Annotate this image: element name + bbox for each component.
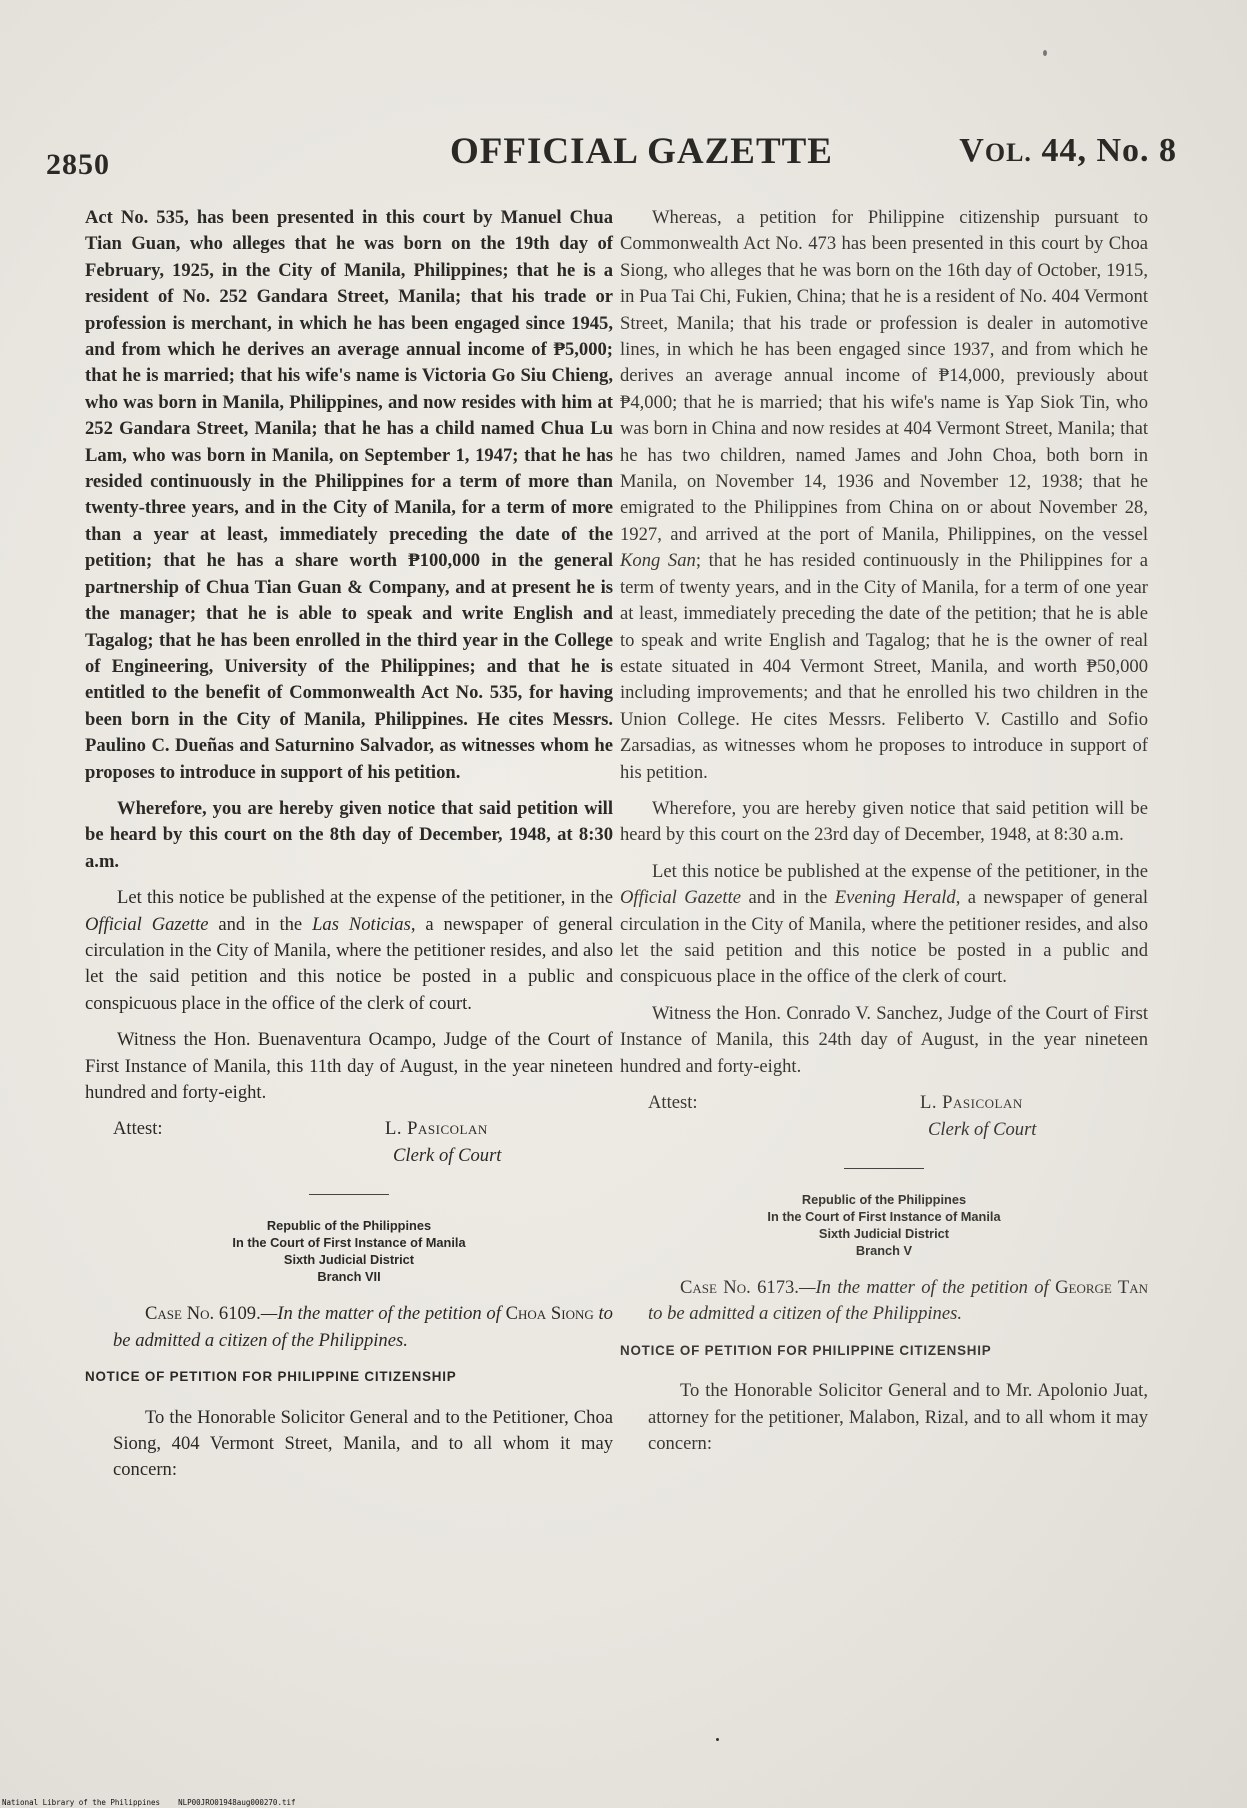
publication-text-a: Let this notice be published at the expense of the petitioner, in the: [652, 860, 1148, 882]
petitioner-name: George Tan: [1055, 1277, 1148, 1298]
volume-small-caps: OL.: [984, 138, 1032, 167]
left-column: [85, 205, 613, 1494]
page-number: 2850: [46, 148, 110, 181]
newspaper-name: Las Noticias: [312, 913, 411, 935]
attestation: [620, 1090, 1148, 1150]
petition-body: Act No. 535, has been presented in this court by Manuel Chua Tian Guan, who alleges that he was born on the 19th day of February, 1925, in the City of Manila, Philippines; that he is a resident of No. 252 Gandara Street, Manila; that his trade or profession is merchant, in which he has been engaged since 1945, and from which he derives an average annual income of ₱5,000; that he is married; that his wife's name is Victoria Go Siu Chieng, who was born in Manila, Philippines, and now resides with him at 252 Gandara Street, Manila; that he has a child named Chua Lu Lam, who was born in Manila, on September 1, 1947; that he has resided continuously in the Philippines for a term of more than twenty-three years, and in the City of Manila, for a term of more than a year at least, immediately preceding the date of the petition; that he has a share worth ₱100,000 in the general partnership of Chua Tian Guan & Company, and at present he is the manager; that he is able to speak and write English and Tagalog; that he has been enrolled in the third year in the College of Engineering, University of the Philippines; and that he is entitled to the benefit of Commonwealth Act No. 535, for having been born in the City of Manila, Philippines. He cites Messrs. Paulino C. Dueñas and Saturnino Salvador, as witnesses whom he proposes to introduce in support of his petition.: [85, 207, 613, 783]
case-text-b: to be admitted a citizen of the Philippines.: [648, 1303, 962, 1325]
court-line: Sixth Judicial District: [818, 1226, 950, 1241]
addressee: To the Honorable Solicitor General and to Mr. Apolonio Juat, attorney for the petitioner, Malabon, Rizal, and to all whom it may concern:: [648, 1380, 1148, 1455]
court-line: Branch V: [855, 1243, 913, 1258]
court-heading: [85, 1217, 613, 1285]
court-line: Republic of the Philippines: [266, 1218, 432, 1234]
hearing-notice: Wherefore, you are hereby given notice that said petition will be heard by this court on the 23rd day of December, 1948, at 8:30 a.m.: [620, 797, 1148, 846]
publication-title: OFFICIAL GAZETTE: [449, 131, 833, 172]
attest-label: Attest:: [648, 1092, 698, 1113]
footer-file-id: NLP00JRO01948aug000270.tif: [178, 1798, 296, 1807]
case-text-b: to be admitted a citizen of the Philippines.: [113, 1303, 613, 1351]
court-line: Branch VII: [317, 1269, 381, 1285]
court-line: Sixth Judicial District: [283, 1252, 415, 1268]
publication-order: [85, 885, 613, 1017]
section-divider: [309, 1194, 389, 1195]
publication-text-b: and in the: [741, 887, 835, 909]
newspaper-name: Evening Herald: [834, 887, 956, 909]
notice-heading: NOTICE OF PETITION FOR PHILIPPINE CITIZENSHIP: [85, 1369, 457, 1385]
clerk-name: L. Pasicolan: [385, 1118, 488, 1140]
witness-paragraph: Witness the Hon. Buenaventura Ocampo, Judge of the Court of First Instance of Manila, this 11th day of August, in the year nineteen hundred and forty-eight.: [85, 1029, 613, 1103]
court-heading: [620, 1191, 1148, 1259]
notice-heading: NOTICE OF PETITION FOR PHILIPPINE CITIZENSHIP: [620, 1342, 992, 1358]
right-column: [620, 205, 1148, 1467]
case-number: Case No. 6109.: [145, 1303, 261, 1325]
attest-label: Attest:: [113, 1118, 163, 1140]
publication-text-a: Let this notice be published at the expense of the petitioner, in the: [117, 887, 613, 909]
case-number: Case No. 6173.: [680, 1277, 799, 1298]
petition-text-a: Whereas, a petition for Philippine citizenship pursuant to Commonwealth Act No. 473 has been presented in this court by Choa Siong, who alleges that he was born on the 16th day of October, 1915, in Pua Tai Chi, Fukien, China; that he is a resident of No. 404 Vermont Street, Manila; that his trade or profession is dealer in automotive lines, in which he has been engaged since 1937, and from which he derives an average annual income of ₱14,000, previously about ₱4,000; that he is married; that his wife's name is Yap Siok Tin, who was born in China and now resides at 404 Vermont Street, Manila; that he has two children, named James and John Choa, both born in Manila, on November 14, 1936 and November 12, 1938; that he emigrated to the Philippines from China on or about November 28, 1927, and arrived at the port of Manila, Philippines, on the vessel: [620, 207, 1148, 545]
hearing-notice: Wherefore, you are hereby given notice that said petition will be heard by this court on the 8th day of December, 1948, at 8:30 a.m.: [85, 797, 613, 872]
newspaper-name: Official Gazette: [620, 887, 742, 909]
publication-text-c: , a newspaper of general circulation in the City of Manila, where the petitioner resides, and also let the said petition and this notice be posted in a public and conspicuous place in the office of the clerk of court.: [85, 913, 613, 1014]
attestation: [85, 1116, 613, 1176]
case-caption: [620, 1275, 1148, 1328]
clerk-title: Clerk of Court: [393, 1145, 502, 1167]
page-header: [46, 130, 1177, 190]
section-divider: [844, 1168, 924, 1169]
footer-source: National Library of the Philippines: [2, 1798, 161, 1807]
case-caption: [85, 1301, 613, 1354]
court-line: Republic of the Philippines: [801, 1192, 967, 1207]
volume-rest: 44, No. 8: [1031, 132, 1177, 169]
petition-text-b: ; that he has resided continuously in the Philippines for a term of twenty years, and in the City of Manila, for a term of one year at least, immediately preceding the date of the petition; that he is able to speak and write English and Tagalog; that he is the owner of real estate situated in 404 Vermont Street, Manila, and worth ₱50,000 including improvements; and that he enrolled his two children in the Union College. He cites Messrs. Feliberto V. Castillo and Sofio Zarsadias, as witnesses whom he proposes to introduce in support of his petition.: [620, 550, 1148, 783]
addressee: To the Honorable Solicitor General and to the Petitioner, Choa Siong, 404 Vermont Street, Manila, and to all whom it may concern:: [113, 1406, 613, 1481]
court-line: In the Court of First Instance of Manila: [767, 1209, 1001, 1224]
petition-body: [620, 205, 1148, 786]
volume-number: [959, 132, 1177, 170]
scan-speck: [716, 1738, 719, 1741]
publication-order: [620, 859, 1148, 991]
scan-footer: [2, 1798, 296, 1807]
clerk-title: Clerk of Court: [928, 1119, 1037, 1140]
court-line: In the Court of First Instance of Manila: [232, 1235, 466, 1251]
publication-text-c: , a newspaper of general circulation in the City of Manila, where the petitioner resides, and also let the said petition and this notice be posted in a public and conspicuous place in the office of the clerk of court.: [620, 887, 1148, 988]
scan-speck: [1043, 50, 1047, 56]
volume-initial: V: [959, 132, 985, 169]
newspaper-name: Official Gazette: [85, 913, 209, 935]
vessel-name: Kong San: [620, 550, 696, 572]
witness-paragraph: Witness the Hon. Conrado V. Sanchez, Judge of the Court of First Instance of Manila, this 24th day of August, in the year nineteen hundred and forty-eight.: [620, 1002, 1148, 1077]
case-text-a: —In the matter of the petition of: [260, 1303, 506, 1325]
petitioner-name: Choa Siong: [505, 1303, 594, 1325]
clerk-name: L. Pasicolan: [920, 1092, 1023, 1113]
case-text-a: —In the matter of the petition of: [798, 1277, 1056, 1298]
publication-text-b: and in the: [208, 913, 313, 935]
